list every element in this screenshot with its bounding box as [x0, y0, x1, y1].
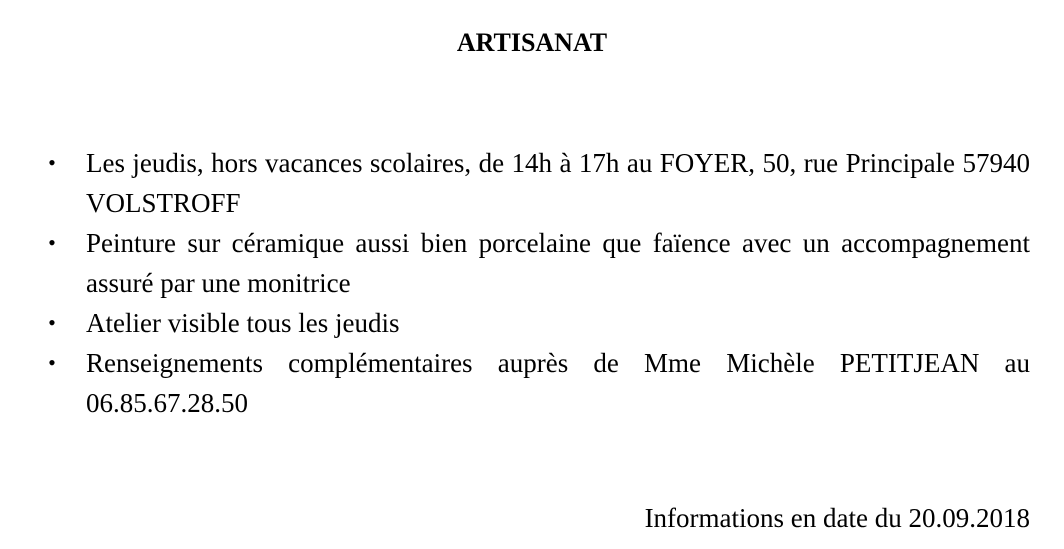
bullet-icon: •	[48, 230, 56, 255]
info-date-footer: Informations en date du 20.09.2018	[644, 503, 1030, 533]
info-list	[40, 143, 1030, 423]
bullet-icon: •	[48, 310, 56, 335]
list-item-text: Peinture sur céramique aussi bien porcelaine que faïence avec un accompagnement assuré par une monitrice	[86, 228, 1030, 298]
bullet-icon: •	[48, 350, 56, 375]
list-item-text: Atelier visible tous les jeudis	[86, 308, 400, 338]
list-item	[40, 143, 1030, 223]
list-item-text: Renseignements complémentaires auprès de Mme Michèle PETITJEAN au 06.85.67.28.50	[86, 348, 1030, 418]
list-item	[40, 223, 1030, 303]
bullet-icon: •	[48, 150, 56, 175]
list-item	[40, 343, 1030, 423]
list-item-text: Les jeudis, hors vacances scolaires, de 14h à 17h au FOYER, 50, rue Principale 57940 VOLSTROFF	[86, 148, 1030, 218]
document-title: ARTISANAT	[456, 28, 608, 57]
list-item	[40, 303, 1030, 343]
